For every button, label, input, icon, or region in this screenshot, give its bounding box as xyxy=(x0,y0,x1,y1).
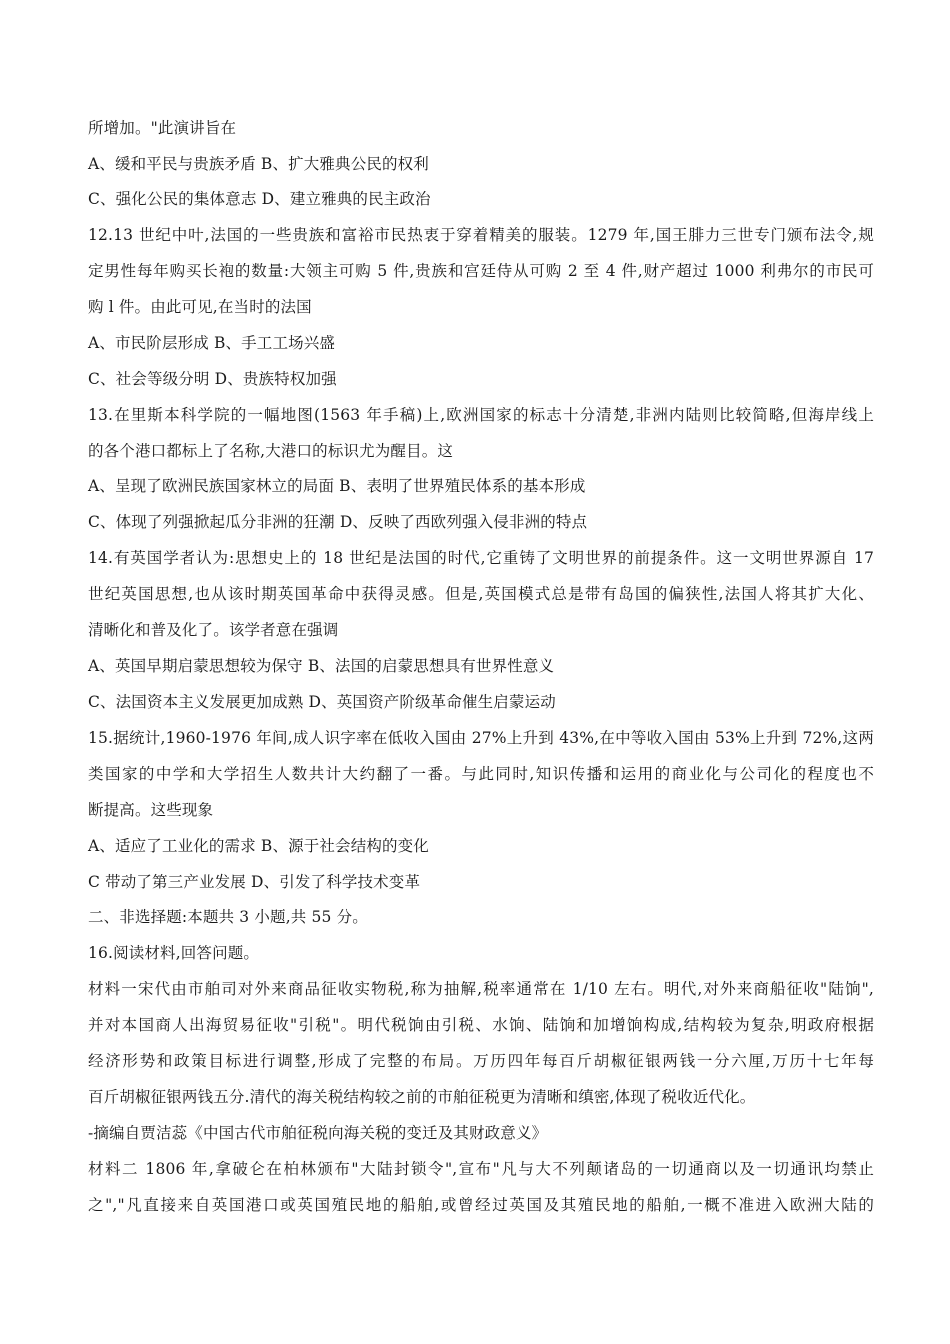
text-line-q13-stem: 13.在里斯本科学院的一幅地图(1563 年手稿)上,欧洲国家的标志十分清楚,非洲内陆则比较简略,但海岸线上 xyxy=(88,406,874,424)
text-line-q12-options-cd: C、社会等级分明 D、贵族特权加强 xyxy=(88,370,337,388)
text-line-q15-stem: 15.据统计,1960-1976 年间,成人识字率在低收入国由 27%上升到 43%,在中等收入国由 53%上升到 72%,这两 xyxy=(88,729,874,747)
text-line-q14-options-cd: C、法国资本主义发展更加成熟 D、英国资产阶级革命催生启蒙运动 xyxy=(88,693,556,711)
text-line-material-1: 百斤胡椒征银两钱五分.清代的海关税结构较之前的市舶征税更为清晰和缜密,体现了税收近代化。 xyxy=(88,1088,756,1106)
text-line-material-2: 材料二 1806 年,拿破仑在柏林颁布"大陆封锁令",宣布"凡与大不列颠诸岛的一切通商以及一切通讯均禁止 xyxy=(88,1160,874,1178)
text-line-q14-stem: 14.有英国学者认为:思想史上的 18 世纪是法国的时代,它重铸了文明世界的前提条件。这一文明世界源自 17 xyxy=(88,549,874,567)
text-line-q11-options-ab: A、缓和平民与贵族矛盾 B、扩大雅典公民的权利 xyxy=(88,155,429,173)
text-line-q13-options-ab: A、呈现了欧洲民族国家林立的局面 B、表明了世界殖民体系的基本形成 xyxy=(88,477,586,495)
text-line-q12-options-ab: A、市民阶层形成 B、手工工场兴盛 xyxy=(88,334,336,352)
text-line-material-2: 之","凡直接来自英国港口或英国殖民地的船舶,或曾经过英国及其殖民地的船舶,一概不准进入欧洲大陆的 xyxy=(88,1196,874,1214)
text-line-q14-stem: 世纪英国思想,也从该时期英国革命中获得灵感。但是,英国模式总是带有岛国的偏狭性,法国人将其扩大化、 xyxy=(88,585,874,603)
text-line-q13-options-cd: C、体现了列强掀起瓜分非洲的狂潮 D、反映了西欧列强入侵非洲的特点 xyxy=(88,513,588,531)
text-line-q15-options-cd: C 带动了第三产业发展 D、引发了科学技术变革 xyxy=(88,873,421,891)
text-line-material-1-source: -摘编自贾洁蕊《中国古代市舶征税向海关税的变迁及其财政意义》 xyxy=(88,1124,548,1142)
text-line-q14-options-ab: A、英国早期启蒙思想较为保守 B、法国的启蒙思想具有世界性意义 xyxy=(88,657,555,675)
text-line-q13-stem: 的各个港口都标上了名称,大港口的标识尤为醒目。这 xyxy=(88,442,454,460)
text-line-material-1: 材料一宋代由市舶司对外来商品征收实物税,称为抽解,税率通常在 1/10 左右。明代,对外来商船征收"陆饷", xyxy=(88,980,874,998)
text-line-material-1: 并对本国商人出海贸易征收"引税"。明代税饷由引税、水饷、陆饷和加增饷构成,结构较为复杂,明政府根据 xyxy=(88,1016,874,1034)
text-line-q15-stem: 断提高。这些现象 xyxy=(88,801,214,819)
text-line-q15-options-ab: A、适应了工业化的需求 B、源于社会结构的变化 xyxy=(88,837,429,855)
text-line-q11-stem-end: 所增加。"此演讲旨在 xyxy=(88,119,237,137)
text-line-q12-stem: 定男性每年购买长袍的数量:大领主可购 5 件,贵族和宫廷侍从可购 2 至 4 件,财产超过 1000 利弗尔的市民可 xyxy=(88,262,874,280)
text-line-q12-stem: 购 l 件。由此可见,在当时的法国 xyxy=(88,298,312,316)
section-heading-non-choice: 二、非选择题:本题共 3 小题,共 55 分。 xyxy=(88,908,368,926)
text-line-q14-stem: 清晰化和普及化了。该学者意在强调 xyxy=(88,621,339,639)
text-line-q15-stem: 类国家的中学和大学招生人数共计大约翻了一番。与此同时,知识传播和运用的商业化与公司化的程度也不 xyxy=(88,765,874,783)
text-line-q12-stem: 12.13 世纪中叶,法国的一些贵族和富裕市民热衷于穿着精美的服装。1279 年,国王腓力三世专门颁布法令,规 xyxy=(88,226,874,244)
text-line-material-1: 经济形势和政策目标进行调整,形成了完整的布局。万历四年每百斤胡椒征银两钱一分六厘,万历十七年每 xyxy=(88,1052,874,1070)
text-line-q16-prompt: 16.阅读材料,回答问题。 xyxy=(88,944,260,962)
text-line-q11-options-cd: C、强化公民的集体意志 D、建立雅典的民主政治 xyxy=(88,190,431,208)
